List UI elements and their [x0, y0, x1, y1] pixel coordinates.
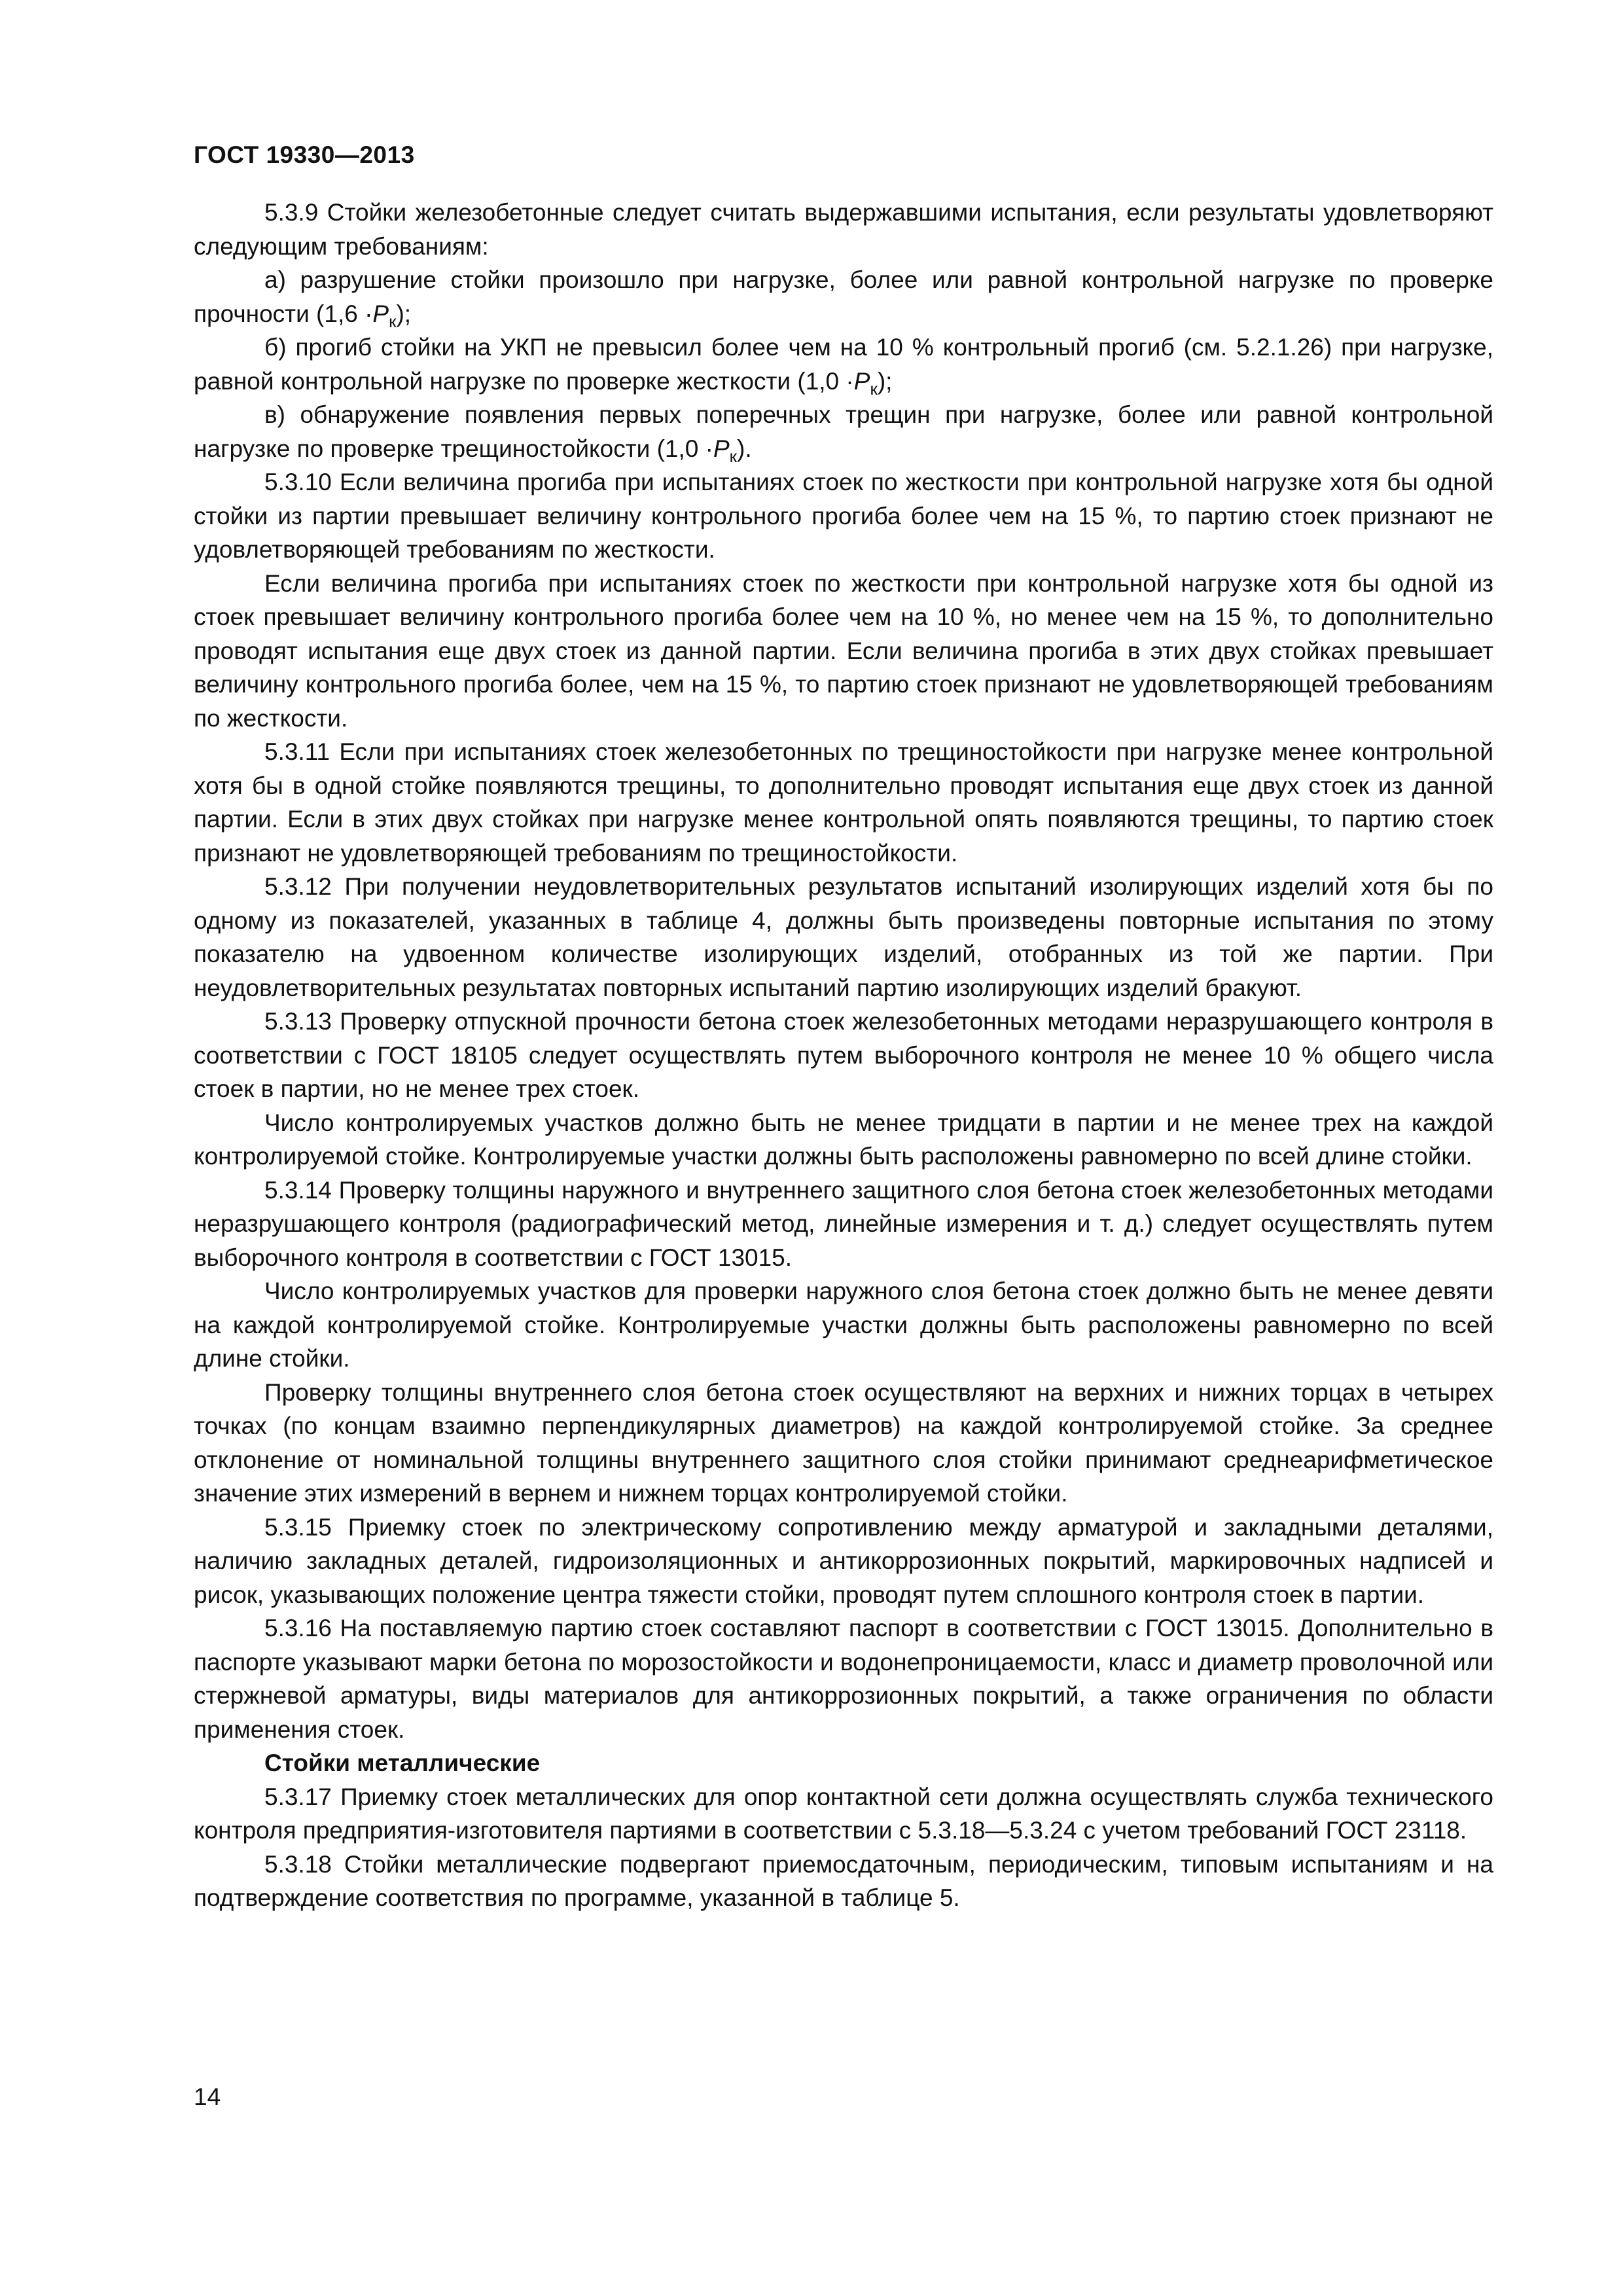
document-page [194, 141, 1493, 1915]
paragraph-5-3-10-cont: Если величина прогиба при испытаниях стоек по жесткости при контрольной нагрузке хотя бы одной из стоек превышает величину контрольного прогиба более чем на 10 %, но менее чем на 15 %, то дополнительно проводят испытания еще двух стоек из данной партии. Если величина прогиба в этих двух стойках превышает величину контрольного прогиба более, чем на 15 %, то партию стоек признают не удовлетворяющей требованиям по жесткости. [194, 569, 1493, 732]
paragraph-5-3-18: 5.3.18 Стойки металлические подвергают приемосдаточным, периодическим, типовым испытаниям и на подтверждение соответствия по программе, указанной в таблице 5. [194, 1850, 1493, 1911]
paragraph-5-3-12: 5.3.12 При получении неудовлетворительных результатов испытаний изолирующих изделий хотя бы по одному из показателей, указанных в таблице 4, должны быть произведены повторные испытания по этому показателю на удвоенном количестве изолирующих изделий, отобранных из той же партии. При неудовлетворительных результатах повторных испытаний партию изолирующих изделий бракуют. [194, 873, 1493, 1001]
page-number: 14 [194, 2083, 221, 2110]
document-header: ГОСТ 19330—2013 [194, 141, 415, 168]
formula-symbol: P [372, 300, 389, 327]
paragraph-5-3-9-a [194, 263, 1493, 331]
paragraph-text: а) разрушение стойки произошло при нагрузке, более или равной контрольной нагрузке по проверке прочности (1,6 · [194, 266, 1493, 327]
paragraph-5-3-14-cont-2: Проверку толщины внутреннего слоя бетона стоек осуществляют на верхних и нижних торцах в четырех точках (по концам взаимно перпендикулярных диаметров) на каждой контролируемой стойке. За среднее отклонение от номинальной толщины внутреннего защитного слоя стойки принимают среднеарифметическое значение этих измерений в вернем и нижнем торцах контролируемой стойки. [194, 1378, 1493, 1507]
paragraph-5-3-11: 5.3.11 Если при испытаниях стоек железобетонных по трещиностойкости при нагрузке менее контрольной хотя бы в одной стойке появляются трещины, то дополнительно проводят испытания еще двух стоек из данной партии. Если в этих двух стойках при нагрузке менее контрольной опять появляются трещины, то партию стоек признают не удовлетворяющей требованиям по трещиностойкости. [194, 738, 1493, 867]
formula-symbol: P [713, 435, 730, 462]
formula-close: ); [396, 300, 412, 327]
paragraph-5-3-9: 5.3.9 Стойки железобетонные следует считать выдержавшими испытания, если результаты удовлетворяют следующим требованиям: [194, 199, 1493, 260]
paragraph-5-3-15: 5.3.15 Приемку стоек по электрическому сопротивлению между арматурой и закладными деталями, наличию закладных деталей, гидроизоляционных и антикоррозионных покрытий, маркировочных надписей и рисок, указывающих положение центра тяжести стойки, проводят путем сплошного контроля стоек в партии. [194, 1513, 1493, 1608]
formula-subscript: к [870, 378, 878, 399]
paragraph-5-3-14: 5.3.14 Проверку толщины наружного и внутреннего защитного слоя бетона стоек железобетонных методами неразрушающего контроля (радиографический метод, линейные измерения и т. д.) следует осуществлять путем выборочного контроля в соответствии с ГОСТ 13015. [194, 1176, 1493, 1271]
paragraph-5-3-10: 5.3.10 Если величина прогиба при испытаниях стоек по жесткости при контрольной нагрузке хотя бы одной стойки из партии превышает величину контрольного прогиба более чем на 15 %, то партию стоек признают не удовлетворяющей требованиям по жесткости. [194, 469, 1493, 563]
formula-subscript: к [729, 446, 738, 466]
paragraph-5-3-9-b [194, 331, 1493, 398]
formula-subscript: к [389, 311, 397, 331]
section-heading: Стойки металлические [264, 1749, 541, 1776]
formula-close: ); [877, 367, 893, 395]
formula-close: ). [737, 435, 752, 462]
paragraph-text: б) прогиб стойки на УКП не превысил более чем на 10 % контрольный прогиб (см. 5.2.1.26) при нагрузке, равной контрольной нагрузке по проверке жесткости (1,0 · [194, 334, 1493, 395]
paragraph-5-3-13-cont: Число контролируемых участков должно быть не менее тридцати в партии и не менее трех на каждой контролируемой стойке. Контролируемые участки должны быть расположены равномерно по всей длине стойки. [194, 1109, 1493, 1170]
paragraph-5-3-16: 5.3.16 На поставляемую партию стоек составляют паспорт в соответствии с ГОСТ 13015. Дополнительно в паспорте указывают марки бетона по морозостойкости и водонепроницаемости, класс и диаметр проволочной или стержневой арматуры, виды материалов для антикоррозионных покрытий, а также ограничения по области применения стоек. [194, 1615, 1493, 1743]
paragraph-5-3-9-c [194, 398, 1493, 465]
paragraph-5-3-13: 5.3.13 Проверку отпускной прочности бетона стоек железобетонных методами неразрушающего контроля в соответствии с ГОСТ 18105 следует осуществлять путем выборочного контроля не менее 10 % общего числа стоек в партии, но не менее трех стоек. [194, 1008, 1493, 1102]
paragraph-5-3-14-cont-1: Число контролируемых участков для проверки наружного слоя бетона стоек должно быть не менее девяти на каждой контролируемой стойке. Контролируемые участки должны быть расположены равномерно по всей длине стойки. [194, 1278, 1493, 1372]
paragraph-5-3-17: 5.3.17 Приемку стоек металлических для опор контактной сети должна осуществлять служба технического контроля предприятия-изготовителя партиями в соответствии с 5.3.18—5.3.24 с учетом требований ГОСТ 23118. [194, 1783, 1493, 1844]
formula-symbol: P [853, 367, 870, 395]
paragraph-text: в) обнаружение появления первых поперечных трещин при нагрузке, более или равной контрольной нагрузке по проверке трещиностойкости (1,0 · [194, 401, 1493, 462]
